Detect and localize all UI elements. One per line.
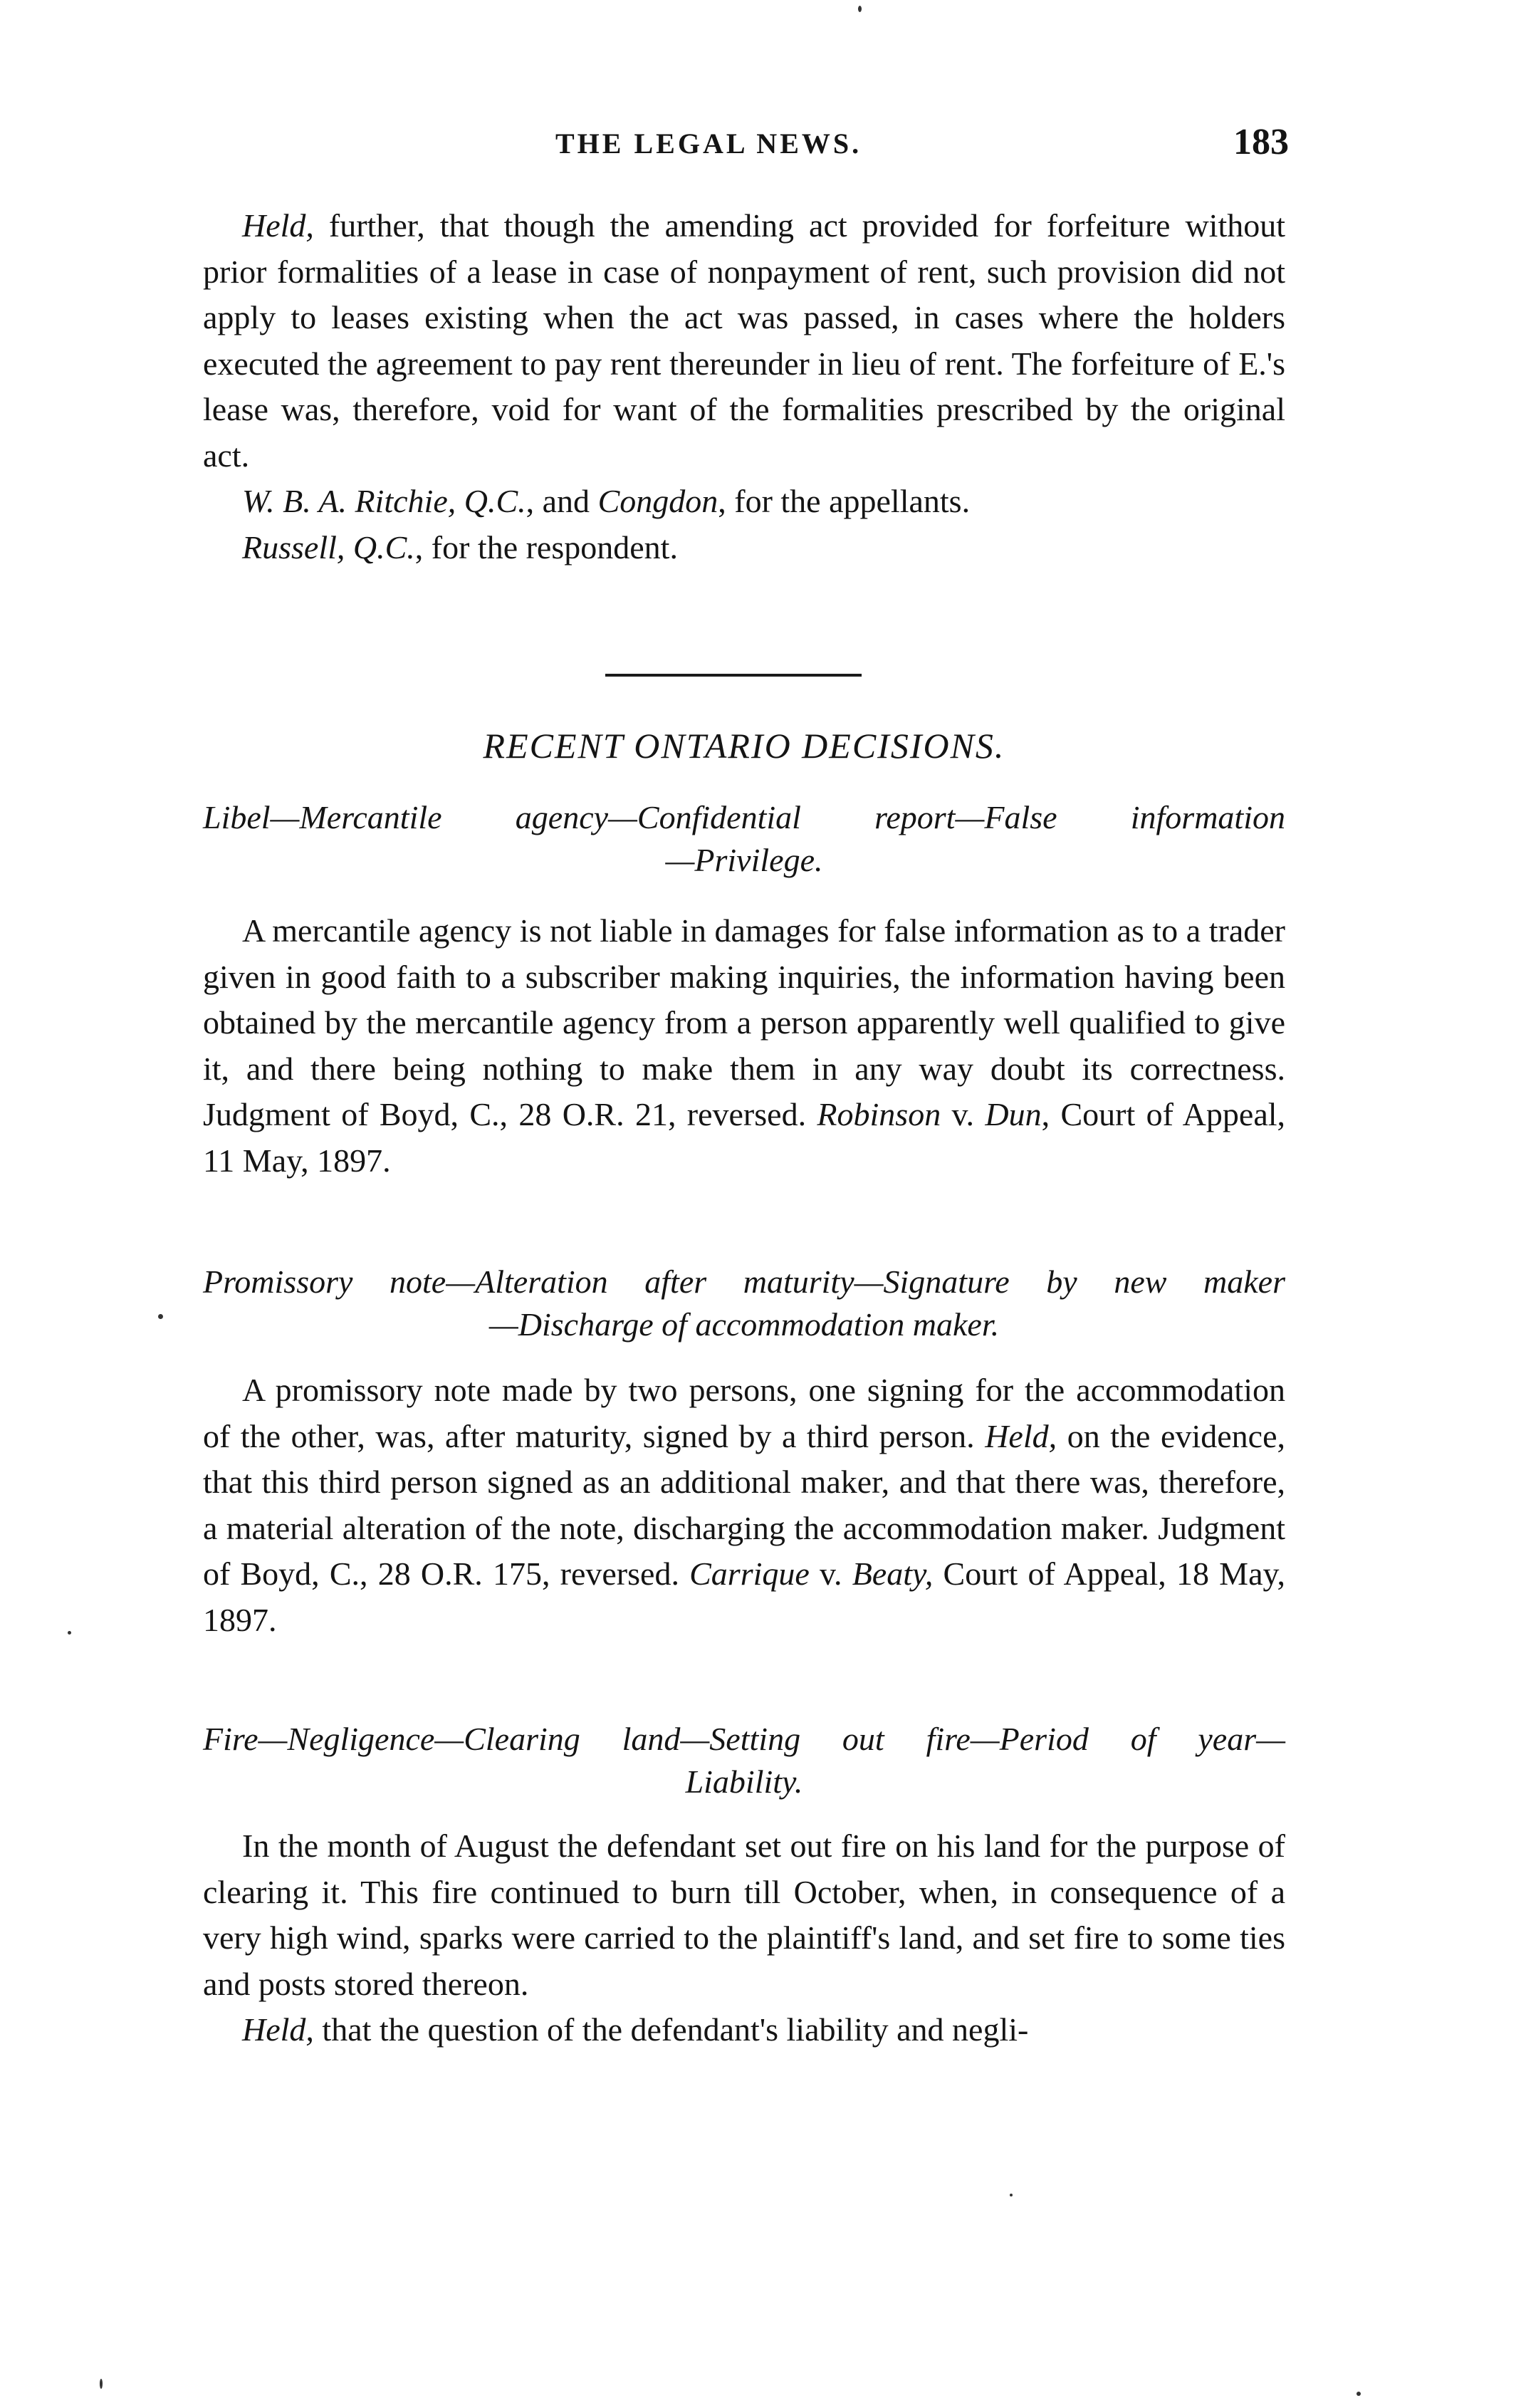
counsel-connector: , and [526, 483, 598, 519]
case-paragraph [203, 1367, 1285, 1643]
case-heading [203, 1261, 1285, 1346]
case-body [203, 1823, 1285, 2053]
held-label: Held, [242, 2011, 314, 2048]
case-text: that the question of the defendant's liability and negli- [313, 2011, 1029, 2048]
case-heading-line: Libel—Mercantile agency—Confidential report—False information [203, 799, 1285, 835]
case-held-paragraph [203, 2007, 1285, 2053]
case-versus: v. [809, 1555, 852, 1592]
page-header [555, 122, 1289, 170]
case-heading [203, 1718, 1285, 1803]
continuation-block [203, 203, 1285, 570]
scan-speck [1356, 2392, 1361, 2396]
case-heading-line: Promissory note—Alteration after maturity—Signature by new maker [203, 1263, 1285, 1300]
counsel-appellants [203, 479, 1285, 525]
case-heading [203, 796, 1285, 882]
case-heading-line: Fire—Negligence—Clearing land—Setting out fire—Period of year— [203, 1721, 1285, 1757]
case-party: Beaty, [852, 1555, 934, 1592]
section-divider [605, 674, 862, 677]
case-party: Dun [985, 1096, 1042, 1132]
case-versus: v. [941, 1096, 986, 1132]
page-number: 183 [1233, 122, 1289, 162]
section-title: RECENT ONTARIO DECISIONS. [483, 726, 1005, 766]
case-paragraph [203, 908, 1285, 1184]
held-label: Held, [242, 207, 314, 244]
case-text: In the month of August the defendant set out fire on his land for the purpose of clearing it. This fire continued to burn till October, when, in consequence of a very high wind, sparks were carried to the plaintiff's land, and set fire to some ties and posts stored thereon. [203, 1828, 1285, 2002]
case-citation: , Court of Appeal, 11 May, 1897. [203, 1096, 1286, 1179]
scan-speck [1010, 2194, 1013, 2196]
case-heading-line: —Privilege. [665, 842, 823, 878]
case-text: A promissory note made by two persons, one signing for the accommodation of the other, was, after maturity, signed by a third person. [203, 1372, 1285, 1454]
running-head: THE LEGAL NEWS. [555, 127, 862, 160]
held-label: Held, [985, 1417, 1057, 1454]
scan-speck [100, 2379, 103, 2389]
held-text: further, that though the amending act provided for forfeiture without prior formalities of a lease in case of nonpayment of rent, such provision did not apply to leases existing when the act was passed, in cases where the holders executed the agreement to pay rent thereunder in lieu of rent. The forfeiture of E.'s lease was, therefore, void for want of the formalities prescribed by the original act. [203, 207, 1285, 474]
counsel-respondent [203, 525, 1285, 571]
case-party: Robinson [817, 1096, 941, 1132]
case-citation: Court of Appeal, 18 May, 1897. [203, 1555, 1285, 1638]
scan-speck [68, 1631, 71, 1635]
case-text: A mercantile agency is not liable in damages for false information as to a trader given in good faith to a subscriber making inquiries, the information having been obtained by the mercantile agency from a person apparently well qualified to give it, and there being nothing to make them in any way doubt its correctness. Judgment of Boyd, C., 28 O.R. 21, reversed. [203, 912, 1285, 1132]
case-body [203, 908, 1285, 1184]
counsel-role: , for the appellants. [718, 483, 971, 519]
counsel-name-2: Congdon [597, 483, 718, 519]
case-text: on the evidence, that this third person signed as an additional maker, and that there was, therefore, a material alteration of the note, discharging the accommodation maker. Judgment of Boyd, C., 28 O.R. 175, reversed. [203, 1417, 1285, 1592]
counsel-role: , for the respondent. [414, 528, 678, 565]
counsel-name: Russell, Q.C. [242, 528, 415, 565]
case-paragraph [203, 1823, 1285, 2007]
held-paragraph [203, 203, 1285, 479]
scan-speck [158, 1314, 163, 1319]
case-heading-line: —Discharge of accommodation maker. [488, 1306, 1000, 1343]
counsel-name: W. B. A. Ritchie, Q.C. [242, 483, 526, 519]
case-heading-line: Liability. [685, 1763, 803, 1800]
scan-speck [858, 6, 862, 12]
case-party: Carrique [689, 1555, 810, 1592]
case-body [203, 1367, 1285, 1643]
